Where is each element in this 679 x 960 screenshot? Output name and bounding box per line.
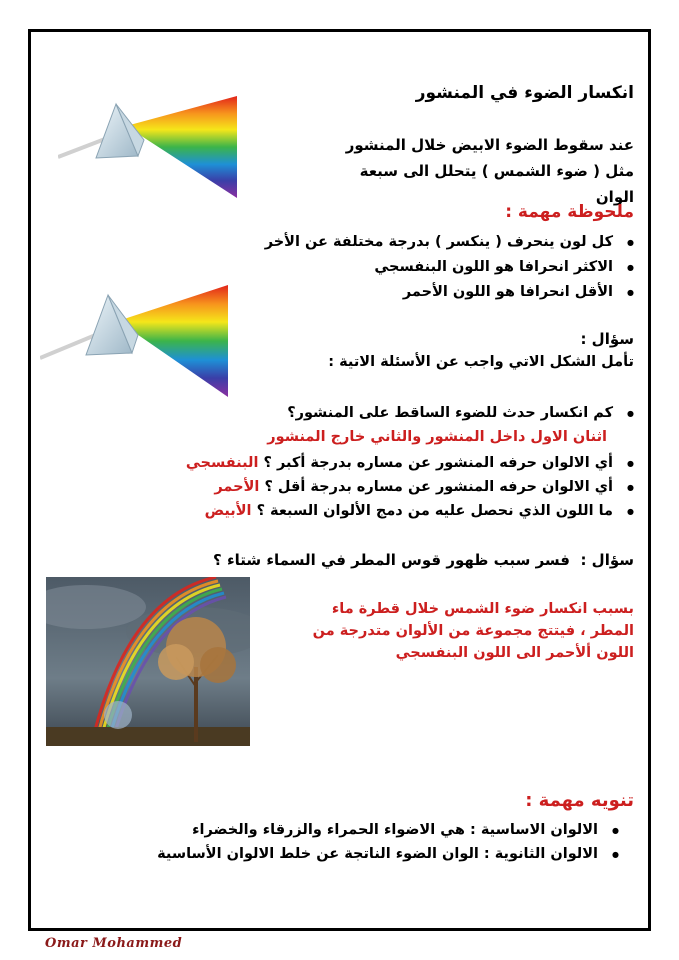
notice-item: ● الالوان الثانوية : الوان الضوء الناتجة عن خلط الالوان الأساسية [157,846,619,862]
question2-answer: بسبب انكسار ضوء الشمس خلال قطرة ماء المطر ، فيتتج مجموعة من الألوان متدرجة من اللون ألأحمر الى اللون البنفسجي [312,601,634,661]
note-item: ● الاكثر انحرافا هو اللون البنفسجي [374,259,634,275]
answer-text: الأحمر [214,479,260,495]
question-item [186,455,634,471]
question-item [205,503,634,519]
question-text: أي الالوان حرفه المنشور عن مساره بدرجة أقل ؟ [264,479,614,495]
notice-item: ● الالوان الاساسية : هي الاضواء الحمراء والزرقاء والخضراء [192,822,619,838]
prism-illustration-2 [40,283,230,399]
page-title: انكسار الضوء في المنشور [415,83,634,103]
note-heading: ملحوظة مهمة : [505,202,634,222]
answer-text: اثنان الاول داخل المنشور والثاني خارج المنشور [267,429,607,445]
question2-line [213,551,634,569]
answer-text: الأبيض [204,503,252,519]
author-signature: Omar Mohammed [45,936,183,951]
question-item [214,479,634,495]
rainbow-photo [46,577,250,746]
note-item: ● كل لون ينحرف ( ينكسر ) بدرجة مختلفة عن الأخر [265,234,634,250]
prism-illustration-1 [58,92,240,200]
question-text: أي الالوان حرفه المنشور عن مساره بدرجة أكبر ؟ [263,455,614,471]
question-item: ● كم انكسار حدث للضوء الساقط على المنشور؟ [287,405,634,421]
question-text: ما اللون الذي نحصل عليه من دمج الألوان السبعة ؟ [256,503,614,519]
question2-heading: سؤال : [580,551,634,569]
question2-text: فسر سبب ظهور قوس المطر في السماء شتاء ؟ [213,551,570,569]
question1-heading: سؤال : [580,330,634,348]
question1-instruction: تأمل الشكل الاتي واجب عن الأسئلة الاتية : [328,354,634,370]
answer-text: البنفسجي [185,455,259,471]
notice-heading: تنويه مهمة : [525,790,634,811]
intro-paragraph: عند سقوط الضوء الابيض خلال المنشور مثل ( ضوء الشمس ) يتحلل الى سبعة الوان [345,136,634,206]
note-item: ● الأقل انحرافا هو اللون الأحمر [403,284,634,300]
